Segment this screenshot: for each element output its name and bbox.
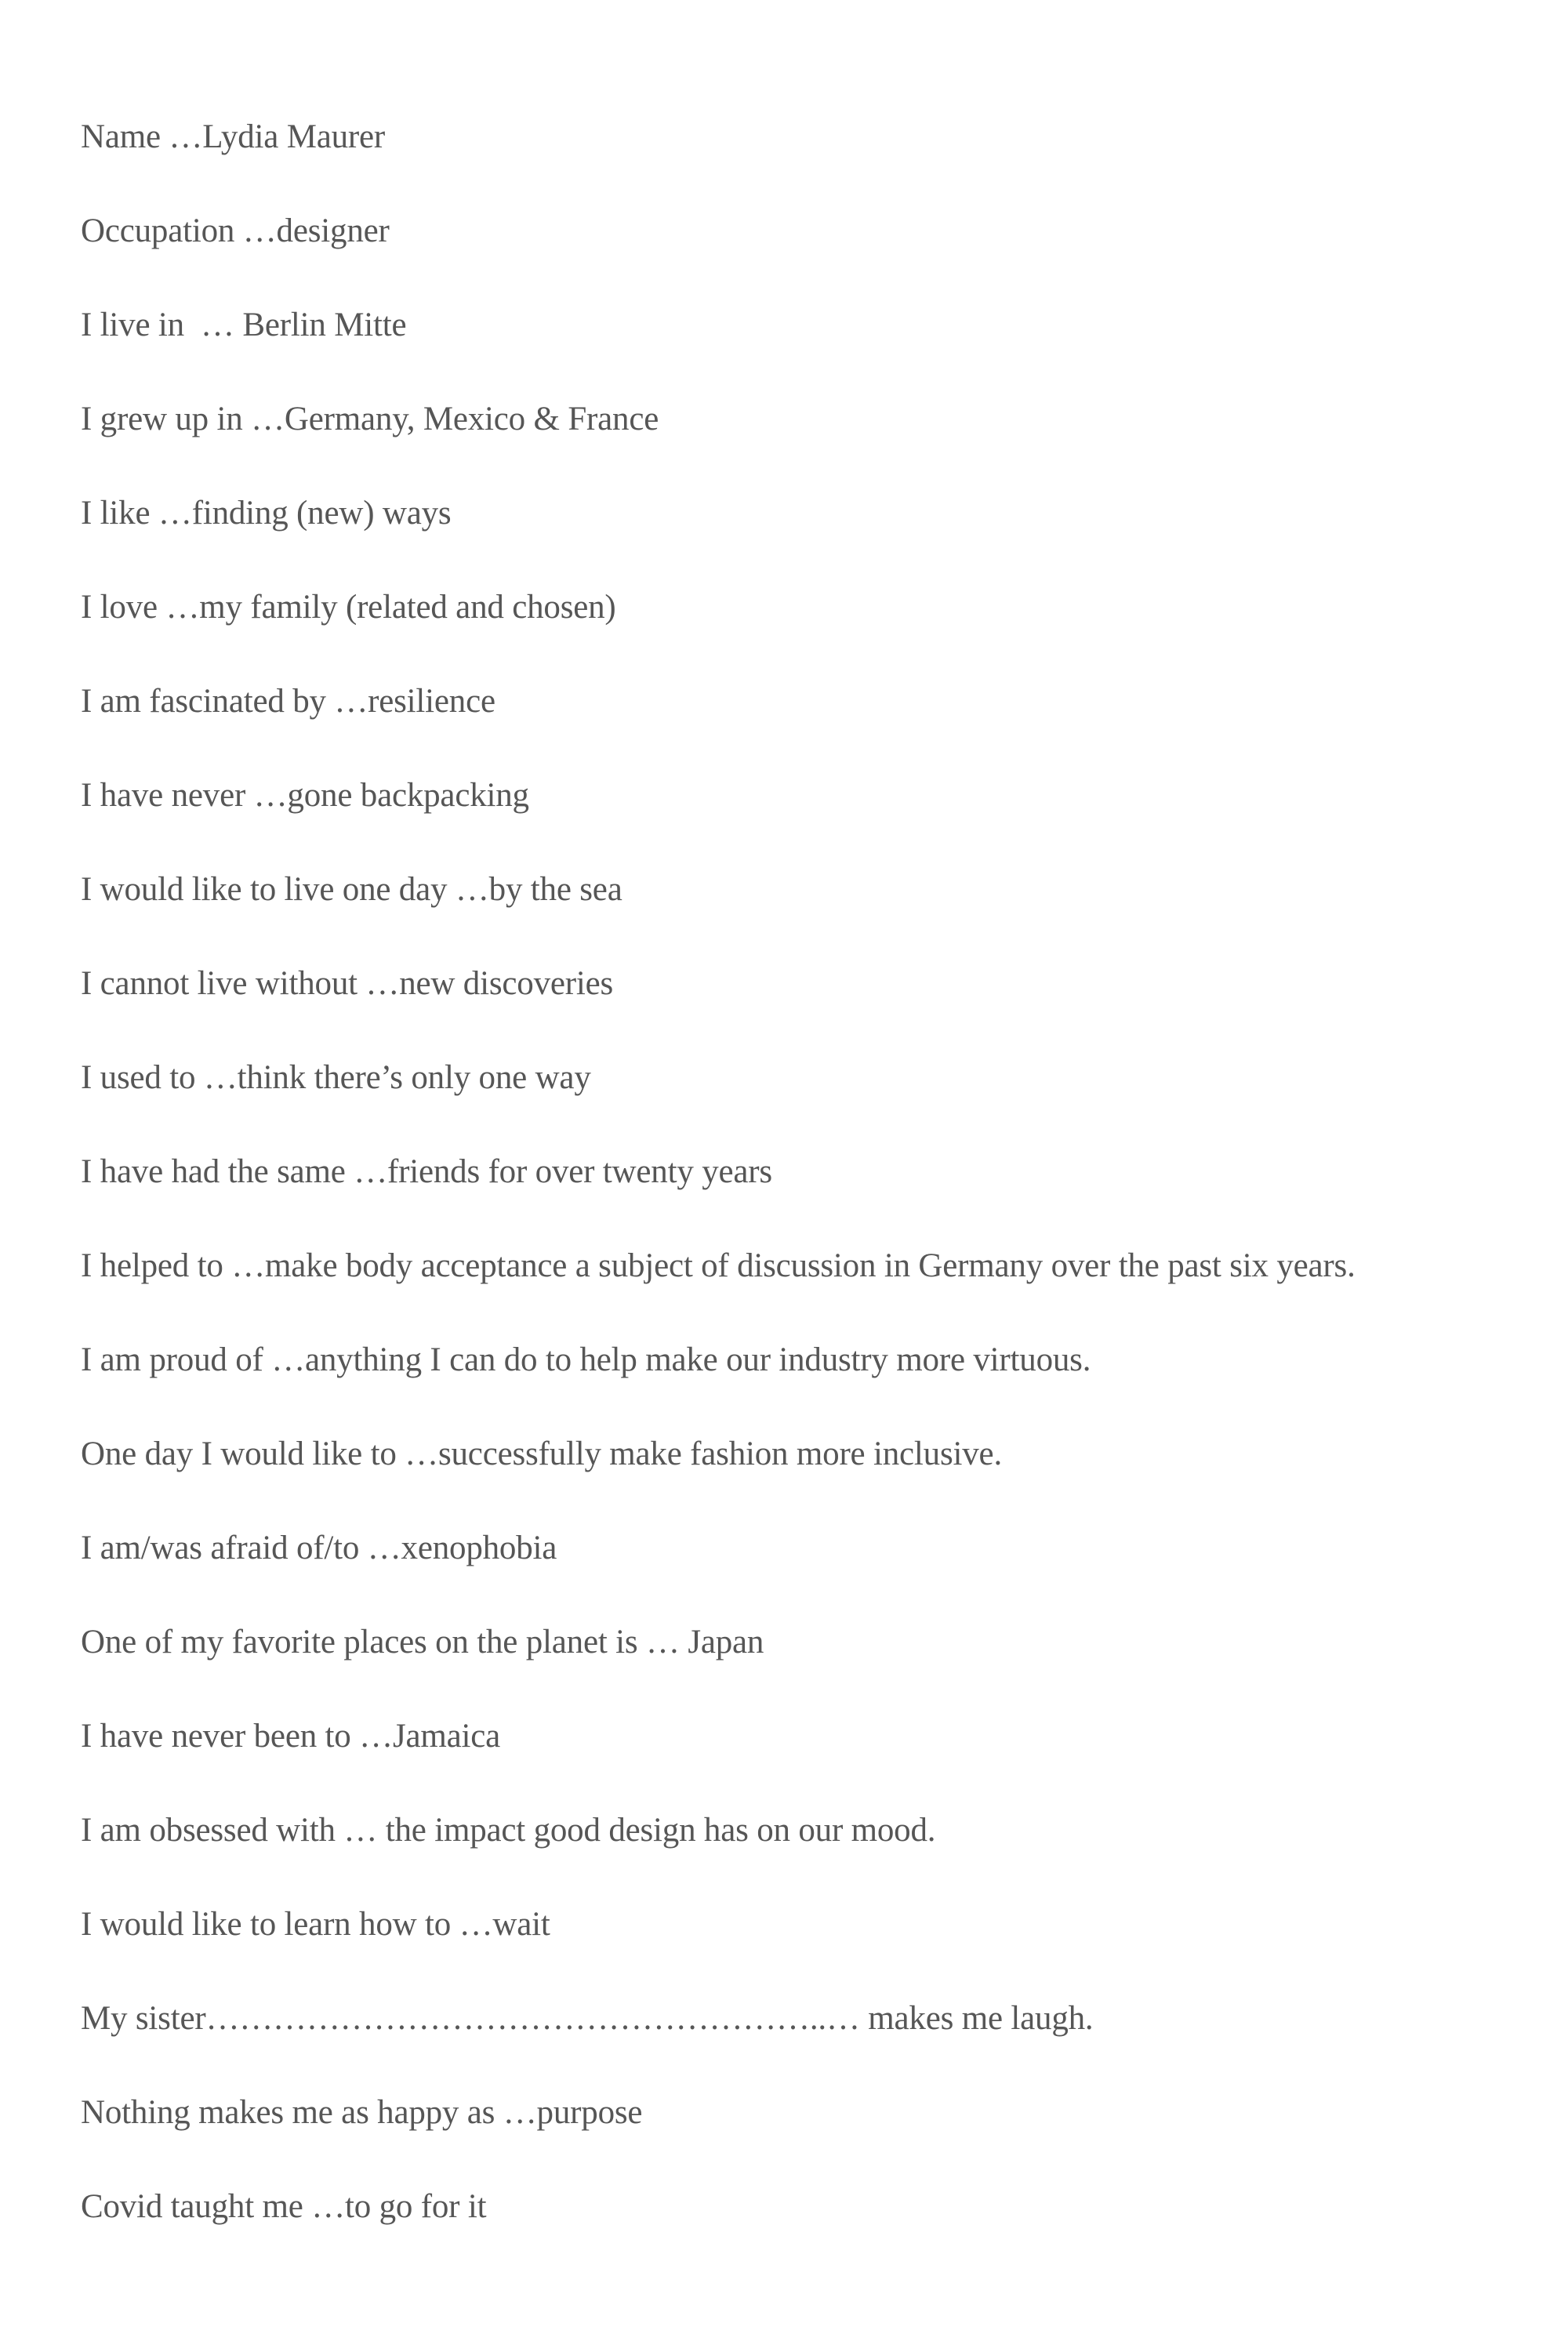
statement-line: Name …Lydia Maurer	[81, 118, 386, 155]
statement-line: I am fascinated by …resilience	[81, 683, 495, 720]
statement-line: I would like to live one day …by the sea	[81, 871, 622, 908]
statement-line: I am/was afraid of/to …xenophobia	[81, 1530, 557, 1566]
statement-line: I like …finding (new) ways	[81, 495, 452, 532]
statement-line: I love …my family (related and chosen)	[81, 589, 616, 626]
statement-line: I helped to …make body acceptance a subject of discussion in Germany over the past six years.	[81, 1247, 1356, 1284]
statement-line: I grew up in …Germany, Mexico & France	[81, 401, 659, 437]
statement-line: My sister………………………………………………..… makes me laugh.	[81, 2000, 1094, 2037]
statement-line: I would like to learn how to …wait	[81, 1906, 550, 1943]
statement-line: Occupation …designer	[81, 212, 390, 249]
statement-line: I used to …think there’s only one way	[81, 1059, 591, 1096]
statement-line: Nothing makes me as happy as …purpose	[81, 2094, 643, 2131]
statement-line: I cannot live without …new discoveries	[81, 965, 614, 1002]
statement-line: I have never …gone backpacking	[81, 777, 529, 814]
statement-line: Covid taught me …to go for it	[81, 2188, 487, 2225]
statement-line: One of my favorite places on the planet is … Japan	[81, 1624, 764, 1661]
statement-list	[81, 90, 1356, 2254]
statement-line: One day I would like to …successfully make fashion more inclusive.	[81, 1436, 1002, 1472]
statement-line: I am obsessed with … the impact good design has on our mood.	[81, 1812, 936, 1849]
statement-line: I am proud of …anything I can do to help make our industry more virtuous.	[81, 1341, 1091, 1378]
statement-line: I live in … Berlin Mitte	[81, 307, 407, 343]
statement-line: I have had the same …friends for over twenty years	[81, 1153, 772, 1190]
statement-line: I have never been to …Jamaica	[81, 1718, 501, 1755]
